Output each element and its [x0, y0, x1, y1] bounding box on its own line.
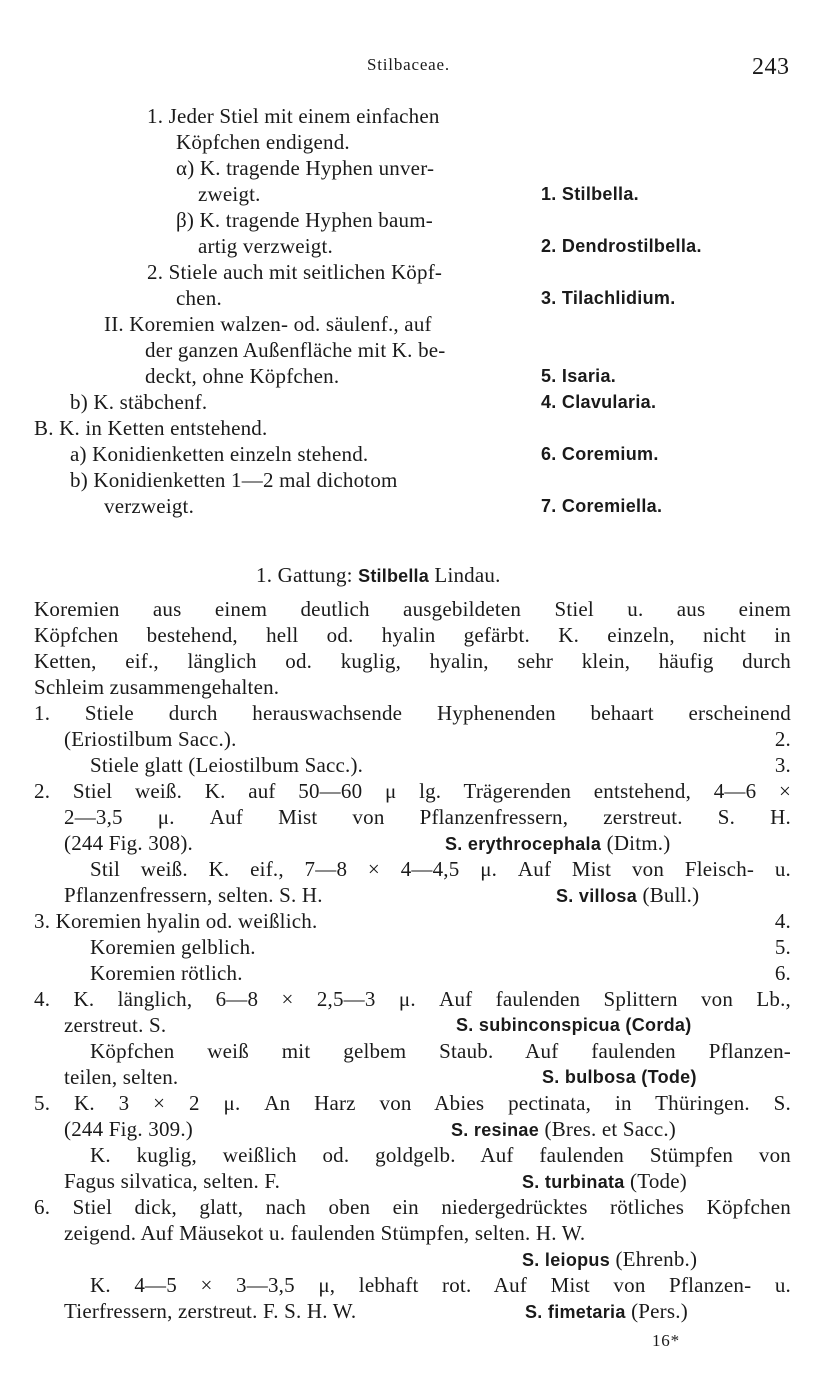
species-entry [556, 882, 699, 909]
species-key-line: (244 Fig. 308). [64, 831, 193, 855]
species-entry [445, 830, 670, 857]
lead-reference: 6. [774, 961, 791, 985]
species-name: S. turbinata [522, 1172, 625, 1192]
species-name: S. erythrocephala [445, 834, 602, 854]
key-line: a) Konidienketten einzeln stehend. [70, 442, 369, 466]
key-line: der ganzen Außenfläche mit K. be- [145, 338, 446, 362]
key-line: 1. Jeder Stiel mit einem einfachen [147, 104, 440, 128]
key-line: II. Koremien walzen- od. säulenf., auf [104, 312, 432, 336]
species-name: S. resinae [451, 1120, 540, 1140]
key-line: verzweigt. [104, 494, 195, 518]
key-line: chen. [176, 286, 222, 310]
species-author: (Bres. et Sacc.) [539, 1117, 676, 1141]
species-key-line: Pflanzenfressern, selten. S. H. [64, 883, 323, 907]
species-entry [522, 1168, 687, 1195]
genus-heading-prefix: 1. Gattung: [256, 563, 359, 587]
running-title: Stilbaceae. [367, 55, 450, 74]
species-key-line: zerstreut. S. [64, 1013, 167, 1037]
key-line: b) Konidienketten 1—2 mal dichotom [70, 468, 398, 492]
species-key-line: 2. Stiel weiß. K. auf 50—60 μ lg. Trägerenden entstehend, 4—6 × [34, 779, 791, 803]
species-key-line: zeigend. Auf Mäusekot u. faulenden Stümpfen, selten. H. W. [64, 1221, 586, 1245]
description-line: Schleim zusammengehalten. [34, 675, 280, 699]
species-author: (Tode) [624, 1169, 687, 1193]
species-key-line: 3. Koremien hyalin od. weißlich. [34, 909, 318, 933]
key-line: deckt, ohne Köpfchen. [145, 364, 340, 388]
key-taxon: 6. Coremium. [541, 444, 659, 464]
species-key-line: Koremien rötlich. [90, 961, 243, 985]
key-line: artig verzweigt. [198, 234, 333, 258]
key-line: β) K. tragende Hyphen baum- [176, 208, 433, 232]
signature-mark: 16* [652, 1331, 680, 1350]
species-author: (Bull.) [637, 883, 700, 907]
species-key-line: (244 Fig. 309.) [64, 1117, 193, 1141]
species-author: (Ehrenb.) [610, 1247, 698, 1271]
species-name: S. subinconspicua (Corda) [456, 1015, 692, 1035]
species-name: S. bulbosa (Tode) [542, 1067, 697, 1087]
key-line: zweigt. [198, 182, 261, 206]
species-entry [451, 1116, 676, 1143]
description-line: Ketten, eif., länglich od. kuglig, hyalin, sehr klein, häufig durch [34, 649, 791, 673]
key-taxon: 5. Isaria. [541, 366, 617, 386]
species-key-line: 6. Stiel dick, glatt, nach oben ein niedergedrücktes rötliches Köpfchen [34, 1195, 791, 1219]
page-number: 243 [752, 54, 790, 80]
species-key-line: Stiele glatt (Leiostilbum Sacc.). [90, 753, 364, 777]
species-key-line: teilen, selten. [64, 1065, 179, 1089]
key-taxon: 1. Stilbella. [541, 184, 639, 204]
species-key-line: 2—3,5 μ. Auf Mist von Pflanzenfressern, zerstreut. S. H. [64, 805, 791, 829]
description-line: Köpfchen bestehend, hell od. hyalin gefärbt. K. einzeln, nicht in [34, 623, 791, 647]
species-key-line: 1. Stiele durch herauswachsende Hyphenenden behaart erscheinend [34, 701, 791, 725]
species-name: S. villosa [556, 886, 638, 906]
lead-reference: 5. [774, 935, 791, 959]
species-key-line: Fagus silvatica, selten. F. [64, 1169, 281, 1193]
species-key-line: Tierfressern, zerstreut. F. S. H. W. [64, 1299, 357, 1323]
species-entry [525, 1298, 688, 1325]
species-key-line: Stil weiß. K. eif., 7—8 × 4—4,5 μ. Auf Mist von Fleisch- u. [90, 857, 791, 881]
lead-reference: 3. [774, 753, 791, 777]
species-name: S. leiopus [522, 1250, 611, 1270]
species-key-line: K. 4—5 × 3—3,5 μ, lebhaft rot. Auf Mist von Pflanzen- u. [90, 1273, 791, 1297]
species-author: (Ditm.) [601, 831, 671, 855]
genus-heading [256, 562, 501, 589]
species-key-line: (Eriostilbum Sacc.). [64, 727, 237, 751]
lead-reference: 4. [774, 909, 791, 933]
key-line: 2. Stiele auch mit seitlichen Köpf- [147, 260, 443, 284]
key-taxon: 7. Coremiella. [541, 496, 663, 516]
species-entry [522, 1246, 697, 1273]
key-taxon: 4. Clavularia. [541, 392, 657, 412]
genus-name: Stilbella [358, 566, 429, 586]
key-taxon: 3. Tilachlidium. [541, 288, 676, 308]
species-key-line: 4. K. länglich, 6—8 × 2,5—3 μ. Auf faulenden Splittern von Lb., [34, 987, 791, 1011]
key-line: Köpfchen endigend. [176, 130, 350, 154]
species-name: S. fimetaria [525, 1302, 626, 1322]
description-line: Koremien aus einem deutlich ausgebildeten Stiel u. aus einem [34, 597, 791, 621]
species-key-line: Koremien gelblich. [90, 935, 256, 959]
species-author: (Pers.) [625, 1299, 688, 1323]
key-line: α) K. tragende Hyphen unver- [176, 156, 435, 180]
key-line: b) K. stäbchenf. [70, 390, 208, 414]
lead-reference: 2. [774, 727, 791, 751]
species-key-line: K. kuglig, weißlich od. goldgelb. Auf faulenden Stümpfen von [90, 1143, 791, 1167]
key-taxon: 2. Dendrostilbella. [541, 236, 702, 256]
species-key-line: 5. K. 3 × 2 μ. An Harz von Abies pectinata, in Thüringen. S. [34, 1091, 791, 1115]
genus-author: Lindau. [428, 563, 501, 587]
key-line: B. K. in Ketten entstehend. [34, 416, 268, 440]
species-key-line: Köpfchen weiß mit gelbem Staub. Auf faulenden Pflanzen- [90, 1039, 791, 1063]
